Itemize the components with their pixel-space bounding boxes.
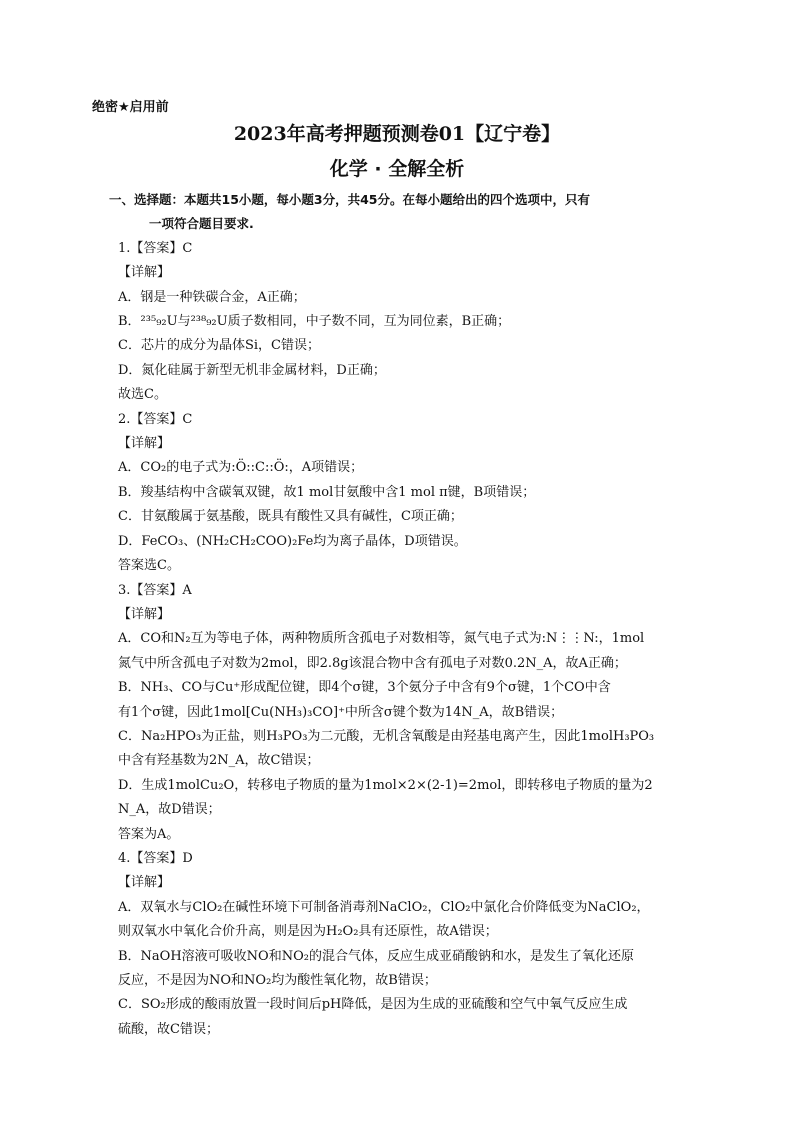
text-line: 1.【答案】C [118, 240, 193, 256]
text-line: 【详解】 [118, 436, 171, 452]
text-line: 氮气中所含孤电子对数为2mol，即2.8g该混合物中含有孤电子对数0.2N_A，故A正确； [118, 655, 627, 671]
text-line: C．芯片的成分为晶体Si，C错误； [118, 338, 320, 354]
text-line: 【详解】 [118, 606, 171, 622]
text-line: B．NH₃、CO与Cu⁺形成配位键，即4个σ键，3个氨分子中含有9个σ键，1个CO中含 [118, 680, 611, 696]
text-line: C．Na₂HPO₃为正盐，则H₃PO₃为二元酸，无机含氧酸是由羟基电离产生，因此1molH₃PO₃ [118, 728, 655, 744]
text-line: A．CO和N₂互为等电子体，两种物质所含孤电子对数相等，氮气电子式为:N⋮⋮N:，1mol [118, 631, 645, 647]
text-line: D．FeCO₃、(NH₂CH₂COO)₂Fe均为离子晶体，D项错误。 [118, 533, 467, 549]
text-line: B．²³⁵₉₂U与²³⁸₉₂U质子数相同，中子数不同，互为同位素，B正确； [118, 314, 511, 330]
text-line: 故选C。 [118, 387, 167, 403]
section-heading-cont: 一项符合题目要求. [149, 216, 254, 232]
text-line: 【详解】 [118, 265, 171, 281]
page-title: 2023年高考押题预测卷01【辽宁卷】 [233, 123, 561, 145]
section-heading: 一、选择题：本题共15小题，每小题3分，共45分。在每小题给出的四个选项中，只有 [109, 192, 590, 207]
text-line: B．NaOH溶液可吸收NO和NO₂的混合气体，反应生成亚硝酸钠和水，是发生了氧化还原 [118, 948, 634, 964]
text-line: 答案选C。 [118, 558, 180, 574]
text-line: A．双氧水与ClO₂在碱性环境下可制备消毒剂NaClO₂，ClO₂中氯化合价降低变为NaClO₂， [118, 899, 650, 915]
text-line: 2.【答案】C [118, 411, 193, 427]
document-body [109, 188, 688, 1042]
text-line: A．CO₂的电子式为:Ö::C::Ö:，A项错误； [118, 460, 364, 476]
text-line: B．羧基结构中含碳氧双键，故1 mol甘氨酸中含1 mol π键，B项错误； [118, 484, 536, 500]
text-line: 反应，不是因为NO和NO₂均为酸性氧化物，故B错误； [118, 973, 437, 988]
text-line: 3.【答案】A [118, 582, 192, 598]
text-line: 【详解】 [118, 875, 171, 891]
text-line: 有1个σ键，因此1mol[Cu(NH₃)₃CO]⁺中所含σ键个数为14N_A，故B错误； [118, 704, 564, 720]
text-line: 4.【答案】D [118, 850, 193, 866]
text-line: 答案为A。 [118, 826, 180, 842]
page-subtitle: 化学 · 全解全析 [329, 158, 465, 180]
text-line: 硫酸，故C错误； [118, 1021, 219, 1037]
text-line: A．钢是一种铁碳合金，A正确； [118, 289, 306, 305]
text-line: D．生成1molCu₂O，转移电子物质的量为1mol×2×(2-1)=2mol，即转移电子物质的量为2 [118, 777, 653, 793]
text-line: D．氮化硅属于新型无机非金属材料，D正确； [118, 362, 386, 378]
text-line: C．SO₂形成的酸雨放置一段时间后pH降低，是因为生成的亚硫酸和空气中氧气反应生成 [118, 997, 628, 1013]
text-line: 则双氧水中氧化合价升高，则是因为H₂O₂具有还原性，故A错误； [118, 924, 498, 940]
text-line: C．甘氨酸属于氨基酸，既具有酸性又具有碱性，C项正确； [118, 509, 463, 525]
text-line: 中含有羟基数为2N_A，故C错误； [118, 753, 320, 769]
text-line: N_A，故D错误； [118, 802, 221, 818]
secret-label: 绝密★启用前 [92, 100, 169, 115]
